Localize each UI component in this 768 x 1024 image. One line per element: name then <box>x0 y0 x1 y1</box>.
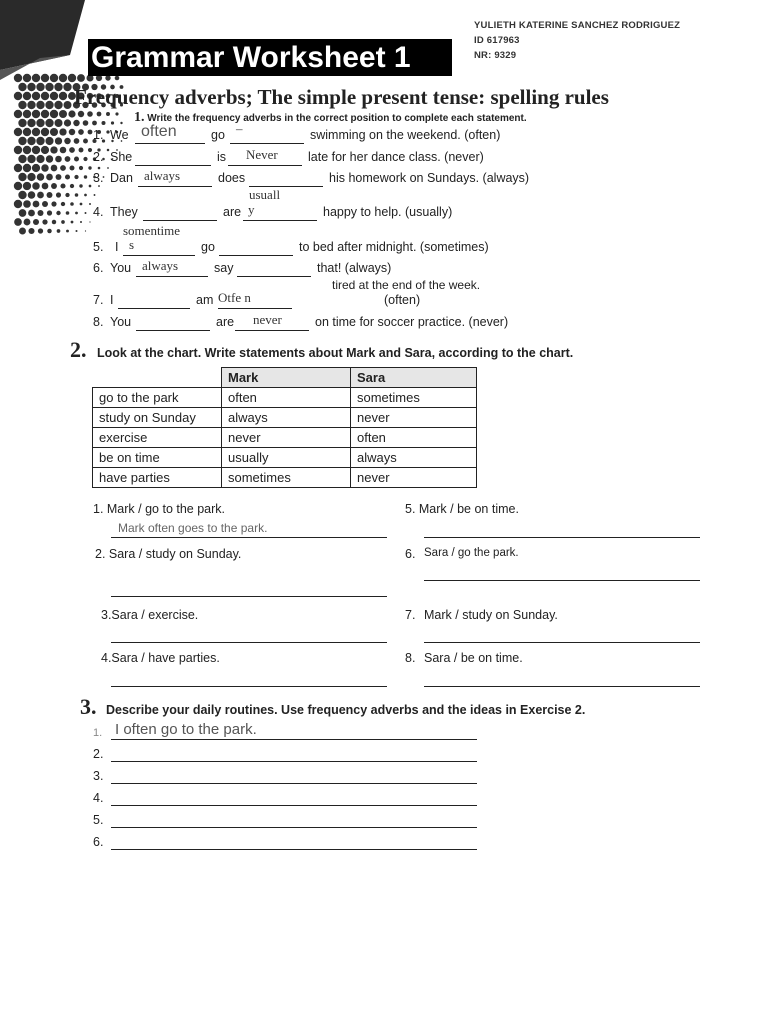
halftone-dot <box>32 110 40 118</box>
halftone-dot <box>18 119 26 127</box>
halftone-dot <box>56 174 62 180</box>
halftone-dot <box>55 137 62 144</box>
exercise3-line-number: 3. <box>93 769 104 783</box>
exercise1-item-number: 5. <box>93 240 104 254</box>
exercise1-item-verb: does <box>218 171 246 185</box>
exercise1-item-rest: to bed after midnight. (sometimes) <box>299 240 489 254</box>
halftone-dot <box>45 119 53 127</box>
halftone-dot <box>64 119 71 126</box>
exercise1-item-number: 6. <box>93 261 104 275</box>
halftone-dot <box>41 74 49 82</box>
halftone-dot <box>80 203 83 206</box>
halftone-dot <box>50 146 57 153</box>
halftone-dot <box>46 155 53 162</box>
halftone-dot <box>87 111 93 117</box>
exercise1-item-subject: Dan <box>110 171 133 185</box>
halftone-dot <box>23 146 31 154</box>
halftone-dot <box>41 164 48 171</box>
exercise1-blank-1[interactable] <box>123 255 195 256</box>
halftone-dot <box>23 110 31 118</box>
halftone-dot <box>56 211 60 215</box>
exercise3-answer-line[interactable] <box>111 739 477 740</box>
exercise1-blank-2[interactable] <box>243 220 317 221</box>
halftone-dot <box>88 148 92 152</box>
halftone-dot <box>27 119 35 127</box>
frequency-chart <box>92 367 477 488</box>
halftone-dot <box>18 137 26 145</box>
halftone-dot <box>36 137 44 145</box>
chart-row <box>93 468 477 488</box>
halftone-dot <box>105 75 110 80</box>
halftone-dot <box>78 111 84 117</box>
halftone-dot <box>59 128 66 135</box>
halftone-dot <box>89 203 91 205</box>
halftone-dot <box>85 212 87 214</box>
exercise1-blank-1[interactable] <box>135 143 205 144</box>
halftone-dot <box>36 155 44 163</box>
halftone-dot <box>45 83 53 91</box>
halftone-dot <box>23 164 31 172</box>
halftone-dot <box>89 221 90 222</box>
chart-row <box>93 388 477 408</box>
exercise1-item-rest: happy to help. (usually) <box>323 205 453 219</box>
halftone-dot <box>23 182 31 190</box>
exercise1-item-subject: She <box>110 150 133 164</box>
statement-left-answer-line[interactable] <box>111 537 387 538</box>
halftone-dot <box>37 173 44 180</box>
halftone-dot <box>42 219 47 224</box>
exercise1-item-extra: tired at the end of the week. <box>332 278 481 292</box>
halftone-dot <box>32 74 40 82</box>
chart-header-row <box>93 368 477 388</box>
statement-left-answer-line[interactable] <box>111 596 387 597</box>
exercise3-line-number: 4. <box>93 791 104 805</box>
exercise1-item-verb: are <box>216 315 235 329</box>
exercise3-number: 3. <box>80 694 97 719</box>
chart-row <box>93 428 477 448</box>
halftone-dot <box>56 192 61 197</box>
halftone-dot <box>28 191 36 199</box>
halftone-dot <box>84 175 87 178</box>
halftone-dot <box>85 230 86 231</box>
halftone-dot <box>18 101 26 109</box>
chart-sara-value: often <box>351 428 477 448</box>
halftone-dot <box>75 193 79 197</box>
halftone-dot <box>70 184 74 188</box>
exercise3-line-number: 5. <box>93 813 104 827</box>
halftone-dot <box>42 183 49 190</box>
statement-right-answer-line[interactable] <box>424 537 700 538</box>
halftone-dot <box>107 167 109 169</box>
chart-mark-value: often <box>222 388 351 408</box>
halftone-dot <box>60 147 67 154</box>
halftone-dot <box>92 121 97 126</box>
halftone-dot <box>101 121 105 125</box>
halftone-dot <box>97 112 102 117</box>
halftone-dot <box>59 110 67 118</box>
halftone-dot <box>65 156 71 162</box>
halftone-dot <box>47 210 52 215</box>
halftone-dot <box>14 218 22 226</box>
exercise3-line-number: 2. <box>93 747 104 761</box>
halftone-dot <box>83 120 89 126</box>
halftone-dot <box>52 220 56 224</box>
chart-activity: study on Sunday <box>93 408 222 428</box>
halftone-dot <box>41 110 49 118</box>
exercise2-instruction: Look at the chart. Write statements about Mark and Sara, according to the chart. <box>97 346 574 360</box>
chart-mark-value: usually <box>222 448 351 468</box>
statement-right-answer-line[interactable] <box>424 642 700 643</box>
exercise3-answer-line[interactable] <box>111 805 477 806</box>
halftone-dot <box>78 129 84 135</box>
chart-sara-value: never <box>351 408 477 428</box>
halftone-dot <box>47 192 53 198</box>
exercise1-blank-2[interactable] <box>235 330 309 331</box>
exercise1-item-verb: go <box>201 240 215 254</box>
halftone-dot <box>18 191 26 199</box>
halftone-dot <box>79 166 83 170</box>
exercise1-item-number: 1. <box>93 128 104 142</box>
halftone-dot <box>88 166 91 169</box>
halftone-dot <box>14 182 22 190</box>
statement-left-label: 4.Sara / have parties. <box>101 651 220 665</box>
halftone-dot <box>89 185 92 188</box>
statement-right-number: 6. <box>405 547 416 561</box>
halftone-dot <box>14 128 22 136</box>
student-name: YULIETH KATERINE SANCHEZ RODRIGUEZ <box>474 20 681 31</box>
chart-activity: be on time <box>93 448 222 468</box>
halftone-dot <box>54 119 62 127</box>
exercise1-item-number: 7. <box>93 293 104 307</box>
exercise1-answer-3: somentime <box>123 223 181 238</box>
halftone-dot <box>19 209 27 217</box>
exercise1-answer-2: – <box>236 121 243 136</box>
halftone-dot <box>59 92 67 100</box>
halftone-dot <box>84 194 87 197</box>
exercise1-instruction <box>134 110 527 126</box>
halftone-dot <box>94 194 96 196</box>
statement-right-number: 7. <box>405 608 416 622</box>
exercise1-item-subject: You <box>110 315 132 329</box>
statement-left-answer: Mark often goes to the park. <box>118 521 268 535</box>
statement-right-label: Sara / go the park. <box>424 547 519 559</box>
statement-left-label: 3.Sara / exercise. <box>101 608 199 622</box>
halftone-dot <box>61 202 65 206</box>
halftone-dot <box>111 121 114 124</box>
chart-activity: exercise <box>93 428 222 448</box>
halftone-dot <box>66 230 69 233</box>
chart-activity: go to the park <box>93 388 222 408</box>
halftone-dot <box>59 74 67 82</box>
halftone-dot <box>74 138 80 144</box>
exercise1-item-number: 8. <box>93 315 104 329</box>
halftone-dot <box>24 219 31 226</box>
halftone-dot <box>98 167 101 170</box>
halftone-dot <box>51 183 57 189</box>
chart-mark-value: never <box>222 428 351 448</box>
chart-sara-value: never <box>351 468 477 488</box>
halftone-dot <box>115 112 118 115</box>
halftone-dot <box>28 210 35 217</box>
halftone-dot <box>27 173 35 181</box>
exercise1-blank-1[interactable] <box>135 165 211 166</box>
halftone-dot <box>98 185 100 187</box>
halftone-dot <box>37 192 44 199</box>
statement-right-label: Sara / be on time. <box>424 651 523 665</box>
exercise1-item-rest: on time for soccer practice. (never) <box>315 315 509 329</box>
halftone-dot <box>83 139 88 144</box>
halftone-dot <box>69 165 74 170</box>
halftone-dot <box>68 110 75 117</box>
halftone-dot <box>38 228 43 233</box>
exercise3-answer: I often go to the park. <box>115 721 257 738</box>
exercise1-item-verb: are <box>223 205 242 219</box>
exercise1-item-subject: I <box>110 293 114 307</box>
halftone-dot <box>60 183 65 188</box>
exercise1-item-verb: is <box>217 150 227 164</box>
halftone-dot <box>32 128 40 136</box>
halftone-dot <box>106 112 110 116</box>
exercise3-answer-line[interactable] <box>111 827 477 828</box>
exercise1-item-number: 3. <box>93 171 104 185</box>
halftone-dot <box>83 157 87 161</box>
exercise3-answer-line[interactable] <box>111 783 477 784</box>
chart-header-mark: Mark <box>222 368 351 388</box>
halftone-dot <box>57 229 61 233</box>
halftone-dot <box>18 83 26 91</box>
halftone-dot <box>71 221 74 224</box>
halftone-dot <box>46 174 53 181</box>
exercise1-item-rest: his homework on Sundays. (always) <box>329 171 530 185</box>
chart-row <box>93 408 477 428</box>
exercise1-answer-1: always <box>142 258 179 273</box>
halftone-dot <box>55 156 62 163</box>
exercise2-number: 2. <box>70 337 87 362</box>
halftone-dot <box>60 165 66 171</box>
exercise1-item-subject: I <box>115 240 119 254</box>
exercise1-blank-1[interactable] <box>138 186 212 187</box>
halftone-dot <box>47 229 51 233</box>
halftone-dot <box>88 130 93 135</box>
halftone-dot <box>45 101 53 109</box>
halftone-dot <box>23 92 31 100</box>
halftone-dot <box>33 219 39 225</box>
halftone-dot <box>41 146 49 154</box>
halftone-dot <box>32 182 40 190</box>
chart-sara-value: sometimes <box>351 388 477 408</box>
halftone-dot <box>23 74 31 82</box>
statement-right-number: 5. Mark / be on time. <box>405 502 519 516</box>
halftone-dot <box>63 83 71 91</box>
halftone-dot <box>54 83 62 91</box>
statement-right-answer-line[interactable] <box>424 686 700 687</box>
halftone-dot <box>66 211 70 215</box>
halftone-dot <box>28 228 34 234</box>
halftone-dot <box>50 74 58 82</box>
halftone-dot <box>27 137 35 145</box>
exercise1-answer-2: never <box>253 312 282 327</box>
statement-left-answer-line[interactable] <box>111 642 387 643</box>
exercise1-item-number: 4. <box>93 205 104 219</box>
halftone-dot <box>73 120 79 126</box>
halftone-dot <box>51 201 56 206</box>
halftone-dot <box>32 92 40 100</box>
exercise1-blank-2[interactable] <box>228 165 302 166</box>
halftone-dot <box>33 201 40 208</box>
halftone-dot <box>42 201 48 207</box>
statement-left-label: 1. Mark / go to the park. <box>93 502 226 516</box>
exercise1-blank-2[interactable] <box>230 143 304 144</box>
halftone-dot <box>70 202 74 206</box>
exercise1-item-verb: say <box>214 261 234 275</box>
exercise1-answer-1: s <box>129 237 135 252</box>
exercise1-blank-1[interactable] <box>118 308 190 309</box>
halftone-dot <box>69 147 75 153</box>
chart-header-empty <box>93 368 222 388</box>
exercise1-blank-2[interactable] <box>219 255 293 256</box>
exercise1-blank-1[interactable] <box>136 276 208 277</box>
chart-row <box>93 448 477 468</box>
halftone-dot <box>23 200 31 208</box>
halftone-dot <box>54 101 62 109</box>
exercise1-item-rest: late for her dance class. (never) <box>308 150 484 164</box>
halftone-dot <box>64 138 71 145</box>
halftone-dot <box>50 128 58 136</box>
halftone-dot <box>50 92 58 100</box>
exercise1-item-verb: am <box>196 293 214 307</box>
halftone-dot <box>65 174 70 179</box>
chart-activity: have parties <box>93 468 222 488</box>
exercise1-item-verb: go <box>211 128 225 142</box>
halftone-dot <box>45 137 53 145</box>
statement-right-label: Mark / study on Sunday. <box>424 608 558 622</box>
student-nr: NR: 9329 <box>474 50 517 61</box>
exercise1-answer-2: Otfe n <box>218 290 251 305</box>
exercise1-answer-1: always <box>144 168 181 183</box>
halftone-dot <box>51 165 58 172</box>
halftone-dot <box>36 83 44 91</box>
halftone-dot <box>36 119 44 127</box>
exercise1-item-subject: You <box>110 261 132 275</box>
statement-right-number: 8. <box>405 651 416 665</box>
halftone-dot <box>32 146 40 154</box>
exercise1-item-subject: We <box>110 128 129 142</box>
chart-sara-value: always <box>351 448 477 468</box>
halftone-dot <box>23 128 31 136</box>
halftone-dot <box>79 148 84 153</box>
halftone-dot <box>77 74 85 82</box>
exercise1-item-rest: that! (always) <box>317 261 392 275</box>
halftone-dot <box>27 155 35 163</box>
halftone-dot <box>75 230 77 232</box>
halftone-dot <box>107 149 110 152</box>
halftone-dot <box>19 228 26 235</box>
exercise1-answer-2: Never <box>246 147 278 162</box>
halftone-dot <box>14 164 22 172</box>
halftone-dot <box>18 155 26 163</box>
halftone-dot <box>50 110 58 118</box>
exercise3-answer-line[interactable] <box>111 761 477 762</box>
exercise1-item-rest: (often) <box>384 293 421 307</box>
statement-left-answer-line[interactable] <box>111 686 387 687</box>
halftone-dot <box>61 220 65 224</box>
exercise1-item-number: 2. <box>93 150 104 164</box>
exercise1-blank-2[interactable] <box>237 276 311 277</box>
exercise1-answer-2: y <box>248 202 255 217</box>
halftone-dot <box>64 101 72 109</box>
halftone-dot <box>75 212 78 215</box>
halftone-dot <box>74 175 78 179</box>
halftone-dot <box>65 193 69 197</box>
exercise3-answer-line[interactable] <box>111 849 477 850</box>
exercise1-answer-2: usuall <box>249 187 281 202</box>
exercise1-instruction-text: Write the frequency adverbs in the correct position to complete each statement. <box>147 113 527 124</box>
halftone-dot <box>36 101 44 109</box>
exercise1-blank-2[interactable] <box>218 308 292 309</box>
halftone-dot <box>14 92 22 100</box>
exercise1-item-subject: They <box>110 205 138 219</box>
halftone-dot <box>69 129 75 135</box>
chart-header-sara: Sara <box>351 368 477 388</box>
halftone-dot <box>14 110 22 118</box>
halftone-dot <box>14 200 22 208</box>
chart-mark-value: always <box>222 408 351 428</box>
halftone-dot <box>37 210 43 216</box>
halftone-dot <box>32 164 40 172</box>
halftone-dot <box>14 146 22 154</box>
statement-left-label: 2. Sara / study on Sunday. <box>95 547 242 561</box>
student-info <box>474 18 680 63</box>
exercise1-blank-1[interactable] <box>136 330 210 331</box>
statement-right-answer-line[interactable] <box>424 580 700 581</box>
halftone-dot <box>41 92 49 100</box>
halftone-dot <box>14 74 22 82</box>
halftone-dot <box>115 76 120 81</box>
halftone-dot <box>27 101 35 109</box>
halftone-dot <box>80 221 82 223</box>
student-id: ID 617963 <box>474 35 520 46</box>
halftone-dot <box>27 83 35 91</box>
exercise1-answer-1: often <box>141 123 177 140</box>
exercise1-item-rest: swimming on the weekend. (often) <box>310 128 501 142</box>
halftone-dot <box>74 157 79 162</box>
halftone-dot <box>79 184 82 187</box>
worksheet-title: Grammar Worksheet 1 <box>88 39 452 76</box>
exercise1-number: 1. <box>134 110 145 125</box>
exercise1-blank-1[interactable] <box>143 220 217 221</box>
halftone-dot <box>120 122 122 124</box>
halftone-dot <box>68 74 76 82</box>
worksheet-subtitle: Frequency adverbs; The simple present tense: spelling rules <box>74 85 609 109</box>
exercise3-line-number: 6. <box>93 835 104 849</box>
exercise3-line-number: 1. <box>93 727 103 739</box>
chart-mark-value: sometimes <box>222 468 351 488</box>
halftone-dot <box>41 128 49 136</box>
exercise3-instruction: Describe your daily routines. Use frequency adverbs and the ideas in Exercise 2. <box>106 703 586 717</box>
halftone-dot <box>18 173 26 181</box>
